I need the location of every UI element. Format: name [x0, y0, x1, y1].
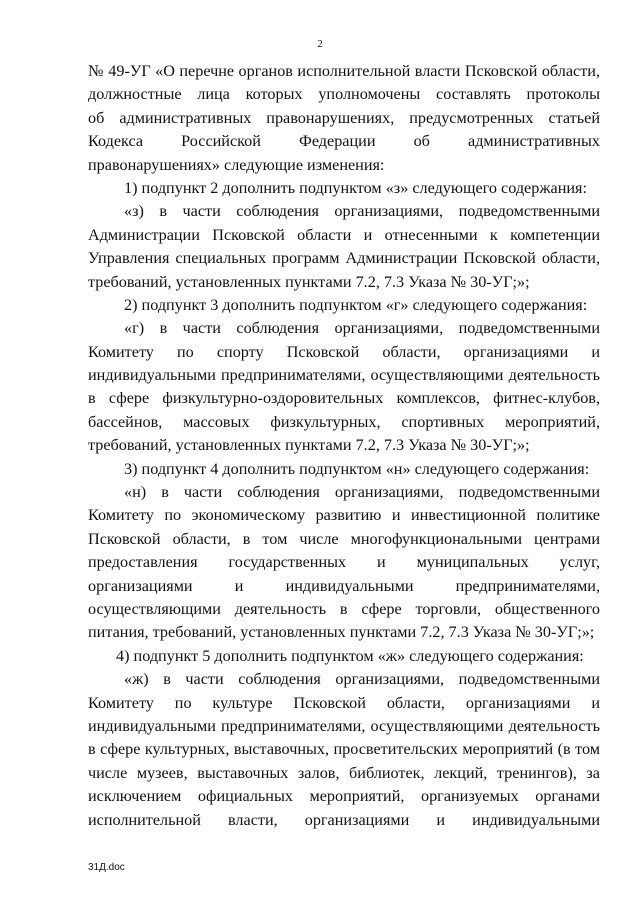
- text-line: об административных правонарушениях, предусмотренных статьей: [88, 108, 600, 127]
- text-line: индивидуальными предпринимателями, осуществляющими деятельность: [88, 366, 600, 385]
- text-line: «г) в части соблюдения организациями, подведомственными: [124, 319, 600, 338]
- text-line: исключением официальных мероприятий, организуемых органами: [88, 787, 600, 806]
- text-line: Комитету по экономическому развитию и инвестиционной политике: [88, 506, 600, 525]
- text-line: «ж) в части соблюдения организациями, подведомственными: [124, 670, 600, 689]
- text-line: организациями и индивидуальными предпринимателями,: [88, 576, 600, 595]
- text-line: № 49-УГ «О перечне органов исполнительной власти Псковской области,: [88, 62, 600, 80]
- text-line: 2) подпункт 3 дополнить подпунктом «г» следующего содержания:: [124, 295, 588, 314]
- text-line: в сфере физкультурно-оздоровительных комплексов, фитнес-клубов,: [88, 389, 600, 408]
- text-line: Псковской области, в том числе многофункциональными центрами: [88, 529, 600, 548]
- text-line: индивидуальными предпринимателями, осуществляющими деятельность: [88, 716, 600, 735]
- text-line: 3) подпункт 4 дополнить подпунктом «н» следующего содержания:: [124, 459, 590, 478]
- document-body: [88, 60, 600, 832]
- text-line: исполнительной власти, организациями и индивидуальными: [88, 810, 600, 829]
- text-line: предоставления государственных и муниципальных услуг,: [88, 553, 600, 572]
- text-line: должностные лица которых уполномочены составлять протоколы: [88, 85, 600, 104]
- text-line: Кодекса Российской Федерации об административных: [88, 132, 600, 151]
- text-line: «н) в части соблюдения организациями, подведомственными: [124, 483, 600, 502]
- text-line: требований, установленных пунктами 7.2, 7.3 Указа № 30-УГ;»;: [88, 272, 530, 291]
- text-line: питания, требований, установленных пунктами 7.2, 7.3 Указа № 30-УГ;»;: [88, 623, 595, 642]
- text-line: числе музеев, выставочных залов, библиотек, лекций, тренингов), за: [88, 763, 600, 782]
- text-line: Комитету по культуре Псковской области, организациями и: [88, 693, 600, 712]
- page-number: 2: [317, 38, 323, 50]
- text-line: бассейнов, массовых физкультурных, спортивных мероприятий,: [88, 412, 600, 431]
- text-line: «з) в части соблюдения организациями, подведомственными: [124, 202, 600, 221]
- text-line: Администрации Псковской области и отнесенными к компетенции: [88, 225, 600, 244]
- text-line: 4) подпункт 5 дополнить подпунктом «ж» следующего содержания:: [116, 646, 584, 665]
- text-line: Управления специальных программ Администрации Псковской области,: [88, 249, 600, 268]
- text-line: в сфере культурных, выставочных, просветительских мероприятий (в том: [88, 740, 600, 759]
- text-line: осуществляющими деятельность в сфере торговли, общественного: [88, 599, 600, 618]
- text-line: требований, установленных пунктами 7.2, 7.3 Указа № 30-УГ;»;: [88, 436, 530, 455]
- text-line: Комитету по спорту Псковской области, организациями и: [88, 342, 600, 361]
- text-line: правонарушениях» следующие изменения:: [88, 155, 385, 174]
- text-line: 1) подпункт 2 дополнить подпунктом «з» следующего содержания:: [124, 178, 587, 197]
- file-name-footer: 31Д.doc: [88, 862, 125, 873]
